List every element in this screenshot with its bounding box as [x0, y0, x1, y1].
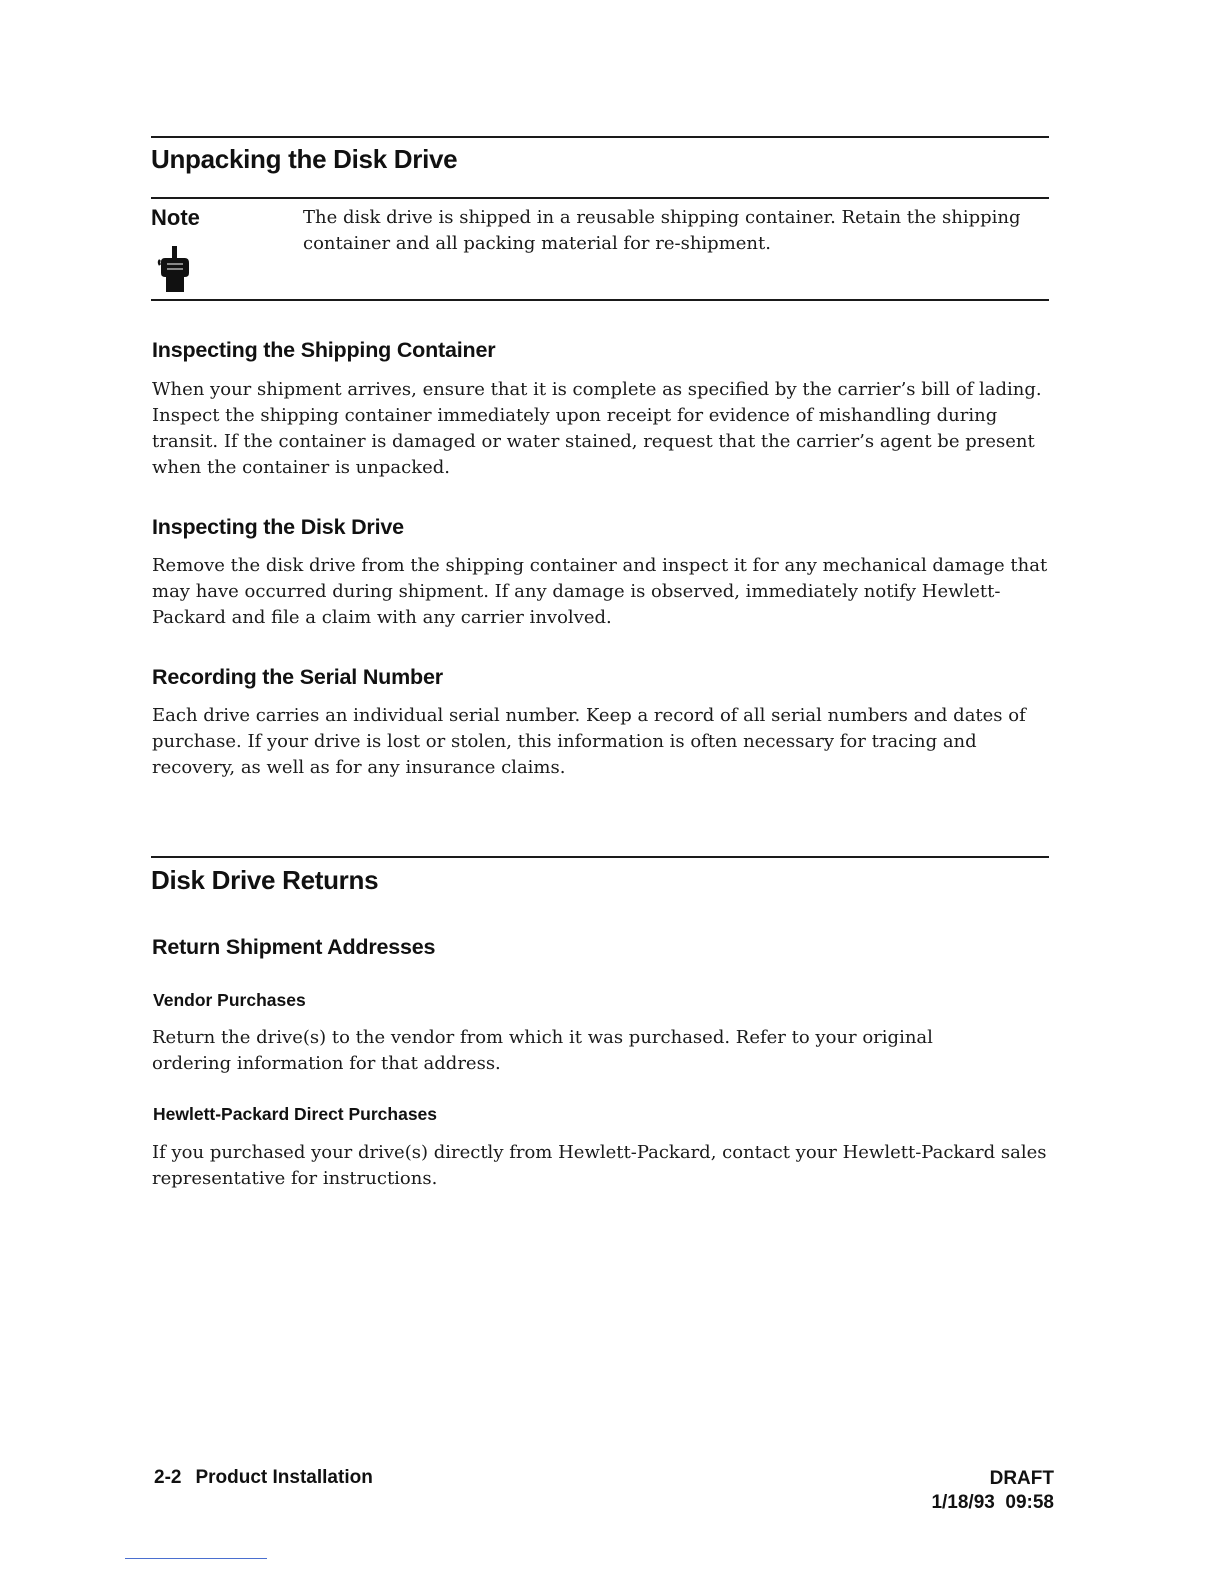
section-title-returns: Disk Drive Returns	[151, 865, 379, 895]
subsection-title-disk-drive: Inspecting the Disk Drive	[152, 515, 404, 539]
item-title-hp-direct-purchases: Hewlett-Packard Direct Purchases	[153, 1104, 438, 1124]
note-rule-bottom	[151, 299, 1049, 301]
paragraph-hp-direct-purchases: If you purchased your drive(s) directly from Hewlett-Packard, contact your Hewlett-Packard sales representative for instructions.	[152, 1142, 1047, 1189]
paragraph-serial-number: Each drive carries an individual serial number. Keep a record of all serial numbers and dates of purchase. If your drive is lost or stolen, this information is often necessary for tracing and recovery, as well as for any insurance claims.	[152, 705, 1026, 778]
section-rule-returns	[151, 856, 1049, 858]
section-rule-top	[151, 136, 1049, 138]
item-title-vendor-purchases: Vendor Purchases	[153, 990, 306, 1010]
paragraph-vendor-purchases: Return the drive(s) to the vendor from which it was purchased. Refer to your original ordering information for that address.	[152, 1027, 933, 1074]
note-rule-top	[151, 197, 1049, 199]
pointing-hand-icon	[155, 246, 195, 292]
footer-left	[154, 1467, 373, 1489]
note-label: Note	[151, 205, 200, 230]
bottom-edge-line	[125, 1558, 267, 1559]
subsection-title-shipping-container: Inspecting the Shipping Container	[152, 338, 496, 362]
section-title-unpacking: Unpacking the Disk Drive	[151, 144, 458, 174]
subsection-title-serial-number: Recording the Serial Number	[152, 665, 443, 689]
note-text: The disk drive is shipped in a reusable shipping container. Retain the shipping container and all packing material for re-shipment.	[303, 207, 1021, 254]
paragraph-disk-drive: Remove the disk drive from the shipping container and inspect it for any mechanical damage that may have occurred during shipment. If any damage is observed, immediately notify Hewlett-Packard and file a claim with any carrier involved.	[152, 555, 1048, 628]
subsection-title-return-addresses: Return Shipment Addresses	[152, 935, 436, 959]
draft-status: DRAFT	[989, 1468, 1054, 1489]
chapter-name: Product Installation	[195, 1467, 373, 1488]
footer-right	[931, 1467, 1054, 1515]
paragraph-shipping-container: When your shipment arrives, ensure that it is complete as specified by the carrier’s bill of lading. Inspect the shipping container immediately upon receipt for evidence of mishandling during transit. If the container is damaged or water stained, request that the carrier’s agent be present when the container is unpacked.	[152, 379, 1042, 478]
draft-date-time: 1/18/93 09:58	[931, 1492, 1054, 1513]
page-number: 2-2	[154, 1467, 182, 1488]
